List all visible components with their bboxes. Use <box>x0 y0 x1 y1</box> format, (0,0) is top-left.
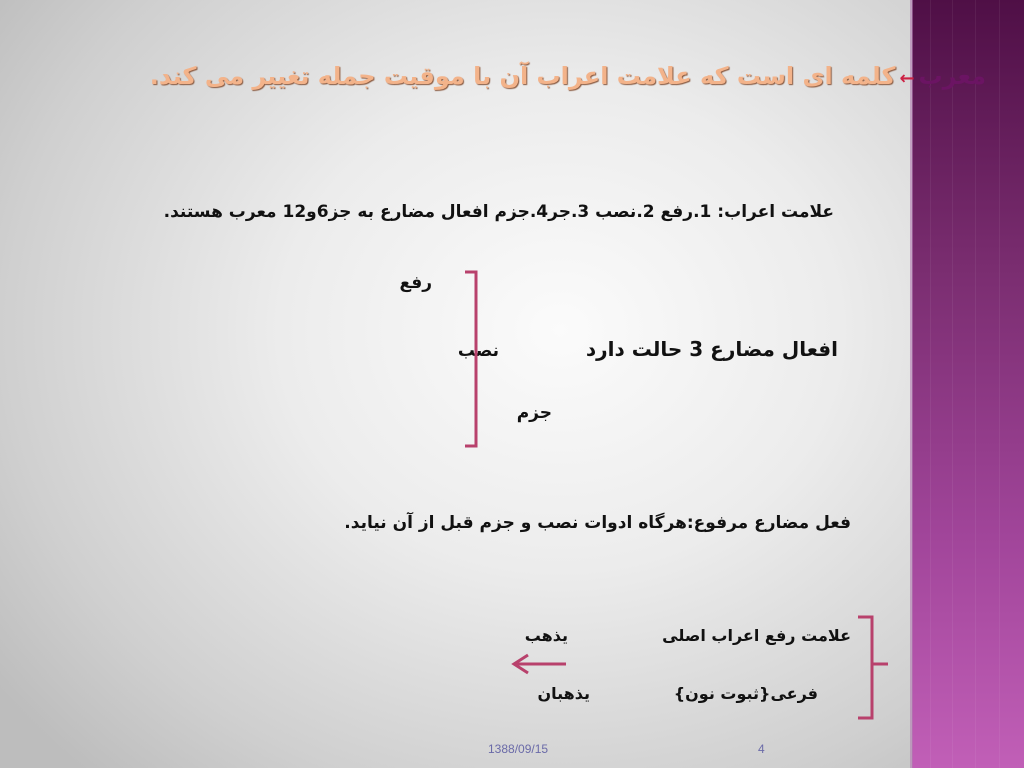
rafa-sign-label: علامت رفع اعراب اصلی <box>662 626 851 645</box>
state-nasb: نصب <box>457 341 499 361</box>
title-keyword: معرب <box>918 62 986 90</box>
example-yadhhaban: یذهبان <box>537 684 590 703</box>
rafa-bracket-icon <box>858 617 888 718</box>
states-phrase: افعال مضارع 3 حالت دارد <box>585 337 838 361</box>
state-rafa: رفع <box>399 273 432 293</box>
states-bracket-icon <box>465 272 476 446</box>
irab-signs-text: علامت اعراب: 1.رفع 2.نصب 3.جر4.جزم افعال مضارع به جز6و12 معرب هستند. <box>163 202 834 222</box>
marfu-definition-text: فعل مضارع مرفوع:هرگاه ادوات نصب و جزم قبل از آن نیاید. <box>344 513 851 533</box>
footer-date: 1388/09/15 <box>488 742 549 756</box>
title-arrow-icon: ← <box>899 68 915 89</box>
footer-page-number: 4 <box>758 742 765 756</box>
title-definition: کلمه ای است که علامت اعراب آن با موقیت جمله تغییر می کند. <box>149 62 896 90</box>
state-jazm: جزم <box>516 403 552 423</box>
left-arrow-icon <box>514 655 566 673</box>
example-yadhhab: یذهب <box>524 626 568 645</box>
rafa-sign-sublabel: فرعی{ثبوت نون} <box>673 684 818 703</box>
